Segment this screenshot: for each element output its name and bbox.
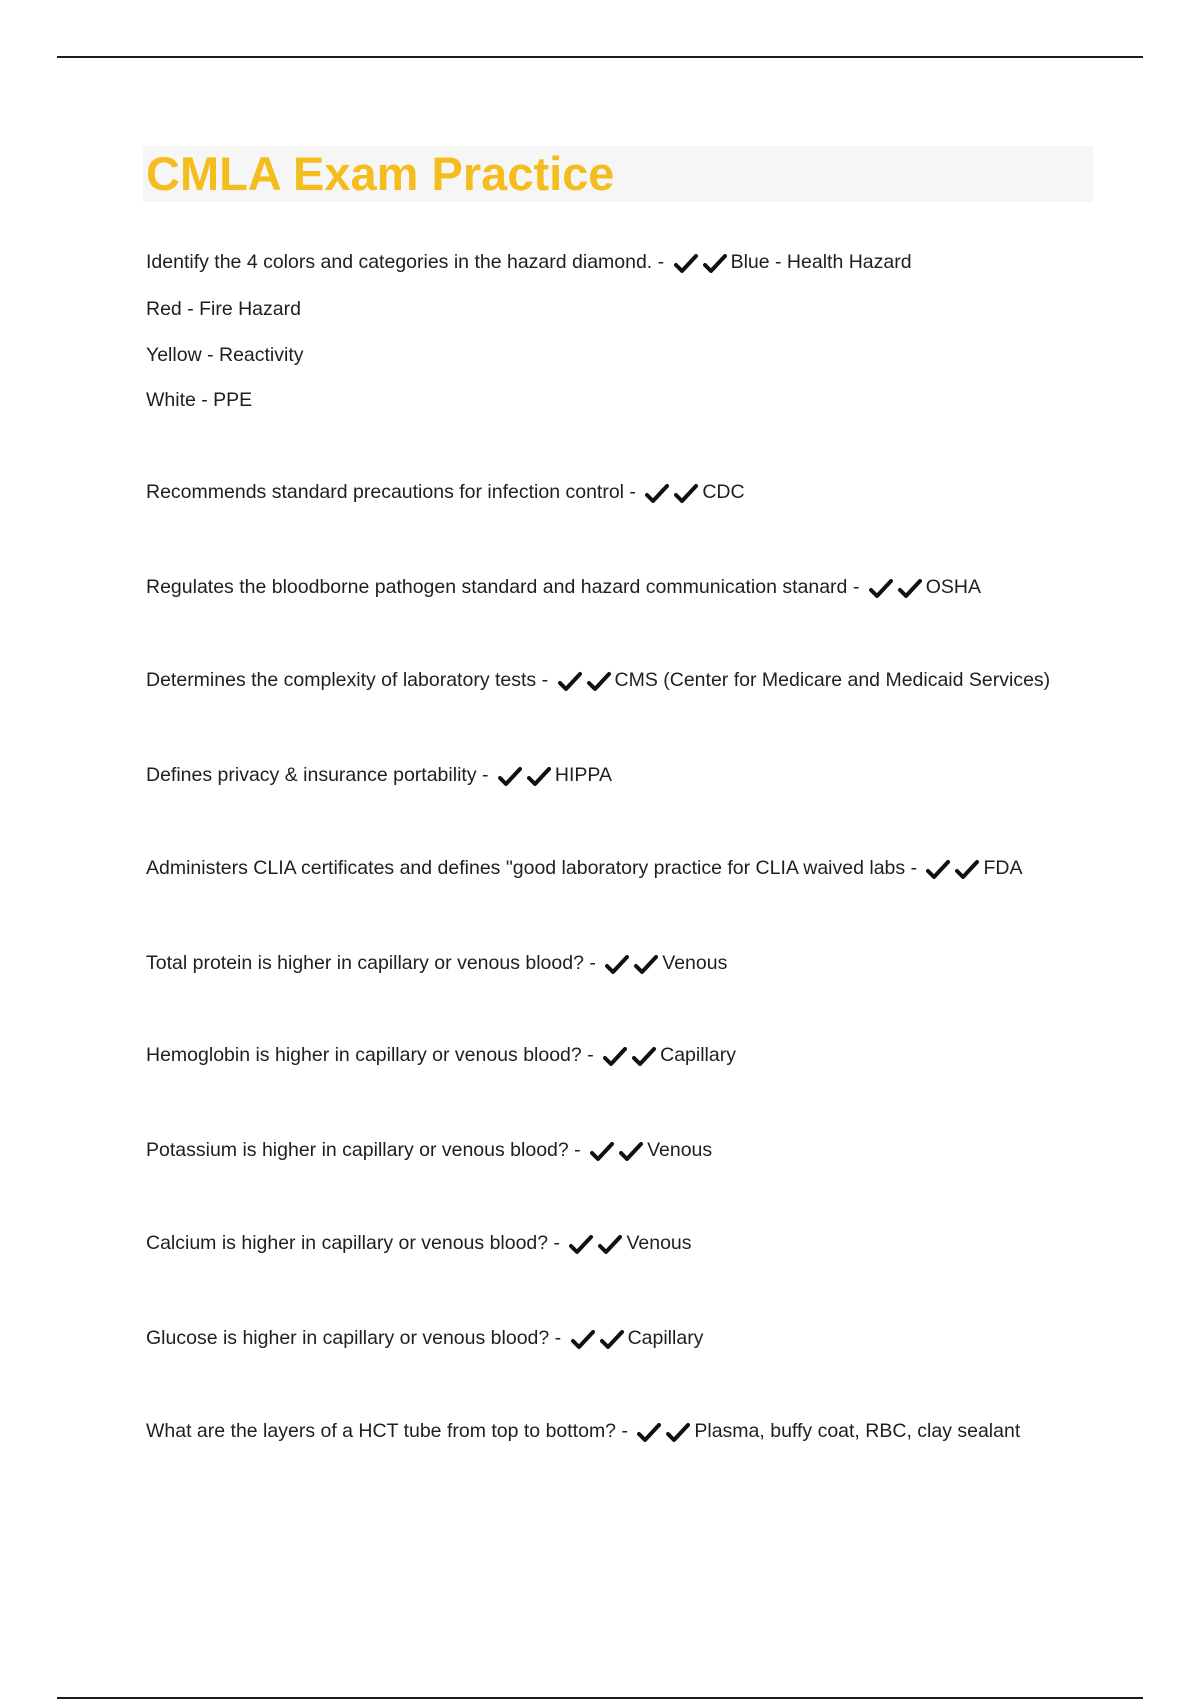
qa-item <box>146 668 1050 695</box>
question-text: Hemoglobin is higher in capillary or venous blood? <box>146 1044 582 1066</box>
checkmarks <box>603 1046 658 1070</box>
answer-text: Capillary <box>660 1044 736 1066</box>
bottom-rule <box>57 1697 1143 1699</box>
separator: - <box>541 669 549 691</box>
answer-text: OSHA <box>925 576 982 598</box>
qa-item <box>146 1326 703 1353</box>
checkmark-icon <box>674 483 698 505</box>
question-text: Potassium is higher in capillary or venous blood? <box>146 1139 569 1161</box>
checkmark-icon <box>869 578 893 600</box>
qa-item <box>146 1419 1020 1446</box>
separator: - <box>910 857 918 879</box>
separator: - <box>589 952 596 974</box>
answer-text: Venous <box>647 1139 713 1161</box>
checkmark-icon <box>571 1329 595 1351</box>
checkmarks <box>605 954 660 978</box>
separator: - <box>852 576 860 598</box>
checkmark-icon <box>569 1234 593 1256</box>
checkmarks <box>645 483 700 507</box>
checkmarks <box>571 1329 626 1353</box>
checkmark-icon <box>955 859 979 881</box>
checkmark-icon <box>898 578 922 600</box>
checkmark-icon <box>587 671 611 693</box>
checkmark-icon <box>674 253 698 275</box>
qa-item <box>146 575 981 602</box>
question-text: Calcium is higher in capillary or venous blood? <box>146 1232 549 1254</box>
checkmarks <box>674 253 729 277</box>
checkmark-icon <box>926 859 950 881</box>
separator: - <box>553 1232 561 1254</box>
answer-text: Venous <box>626 1232 692 1254</box>
checkmarks <box>558 671 613 695</box>
checkmark-icon <box>590 1141 614 1163</box>
checkmark-icon <box>703 253 727 275</box>
checkmarks <box>926 859 981 883</box>
checkmark-icon <box>645 483 669 505</box>
qa-item <box>146 951 727 978</box>
separator: - <box>629 481 636 503</box>
qa-item <box>146 250 912 277</box>
qa-item <box>146 856 1022 883</box>
checkmark-icon <box>619 1141 643 1163</box>
qa-item <box>146 480 745 507</box>
checkmarks <box>869 578 924 602</box>
question-text: Glucose is higher in capillary or venous blood? <box>146 1327 550 1349</box>
checkmark-icon <box>598 1234 622 1256</box>
page-title: CMLA Exam Practice <box>146 147 615 200</box>
answer-text: Plasma, buffy coat, RBC, clay sealant <box>694 1420 1021 1442</box>
qa-item <box>146 1231 692 1258</box>
question-text: Regulates the bloodborne pathogen standard and hazard communication stanard <box>146 576 848 598</box>
checkmark-icon <box>637 1422 661 1444</box>
checkmark-icon <box>498 766 522 788</box>
separator: - <box>574 1139 581 1161</box>
checkmark-icon <box>600 1329 624 1351</box>
question-text: What are the layers of a HCT tube from top to bottom? <box>146 1420 617 1442</box>
separator: - <box>621 1420 628 1442</box>
answer-extra-line: White - PPE <box>146 389 253 411</box>
separator: - <box>554 1327 562 1349</box>
question-text: Defines privacy & insurance portability <box>146 764 477 786</box>
checkmark-icon <box>558 671 582 693</box>
answer-text: Blue - Health Hazard <box>730 251 912 273</box>
answer-text: Capillary <box>627 1327 704 1349</box>
qa-item <box>146 763 612 790</box>
question-text: Administers CLIA certificates and defines "good laboratory practice for CLIA waived labs <box>146 857 906 879</box>
checkmarks <box>498 766 553 790</box>
question-text: Determines the complexity of laboratory tests <box>146 669 537 691</box>
answer-text: Venous <box>662 952 728 974</box>
checkmark-icon <box>605 954 629 976</box>
checkmark-icon <box>666 1422 690 1444</box>
answer-text: CMS (Center for Medicare and Medicaid Services) <box>614 669 1051 691</box>
question-text: Recommends standard precautions for infection control <box>146 481 624 503</box>
answer-text: FDA <box>983 857 1023 879</box>
checkmarks <box>590 1141 645 1165</box>
qa-item <box>146 1138 712 1165</box>
separator: - <box>587 1044 594 1066</box>
answer-text: CDC <box>702 481 745 503</box>
answer-extra-line: Yellow - Reactivity <box>146 344 304 366</box>
top-rule <box>57 56 1143 58</box>
qa-item <box>146 1043 736 1070</box>
checkmark-icon <box>632 1046 656 1068</box>
checkmark-icon <box>634 954 658 976</box>
answer-text: HIPPA <box>554 764 612 786</box>
separator: - <box>657 251 665 273</box>
question-text: Identify the 4 colors and categories in the hazard diamond. <box>146 251 653 273</box>
separator: - <box>482 764 489 786</box>
checkmarks <box>637 1422 692 1446</box>
checkmark-icon <box>603 1046 627 1068</box>
answer-extra-line: Red - Fire Hazard <box>146 298 301 320</box>
checkmark-icon <box>527 766 551 788</box>
question-text: Total protein is higher in capillary or venous blood? <box>146 952 584 974</box>
checkmarks <box>569 1234 624 1258</box>
